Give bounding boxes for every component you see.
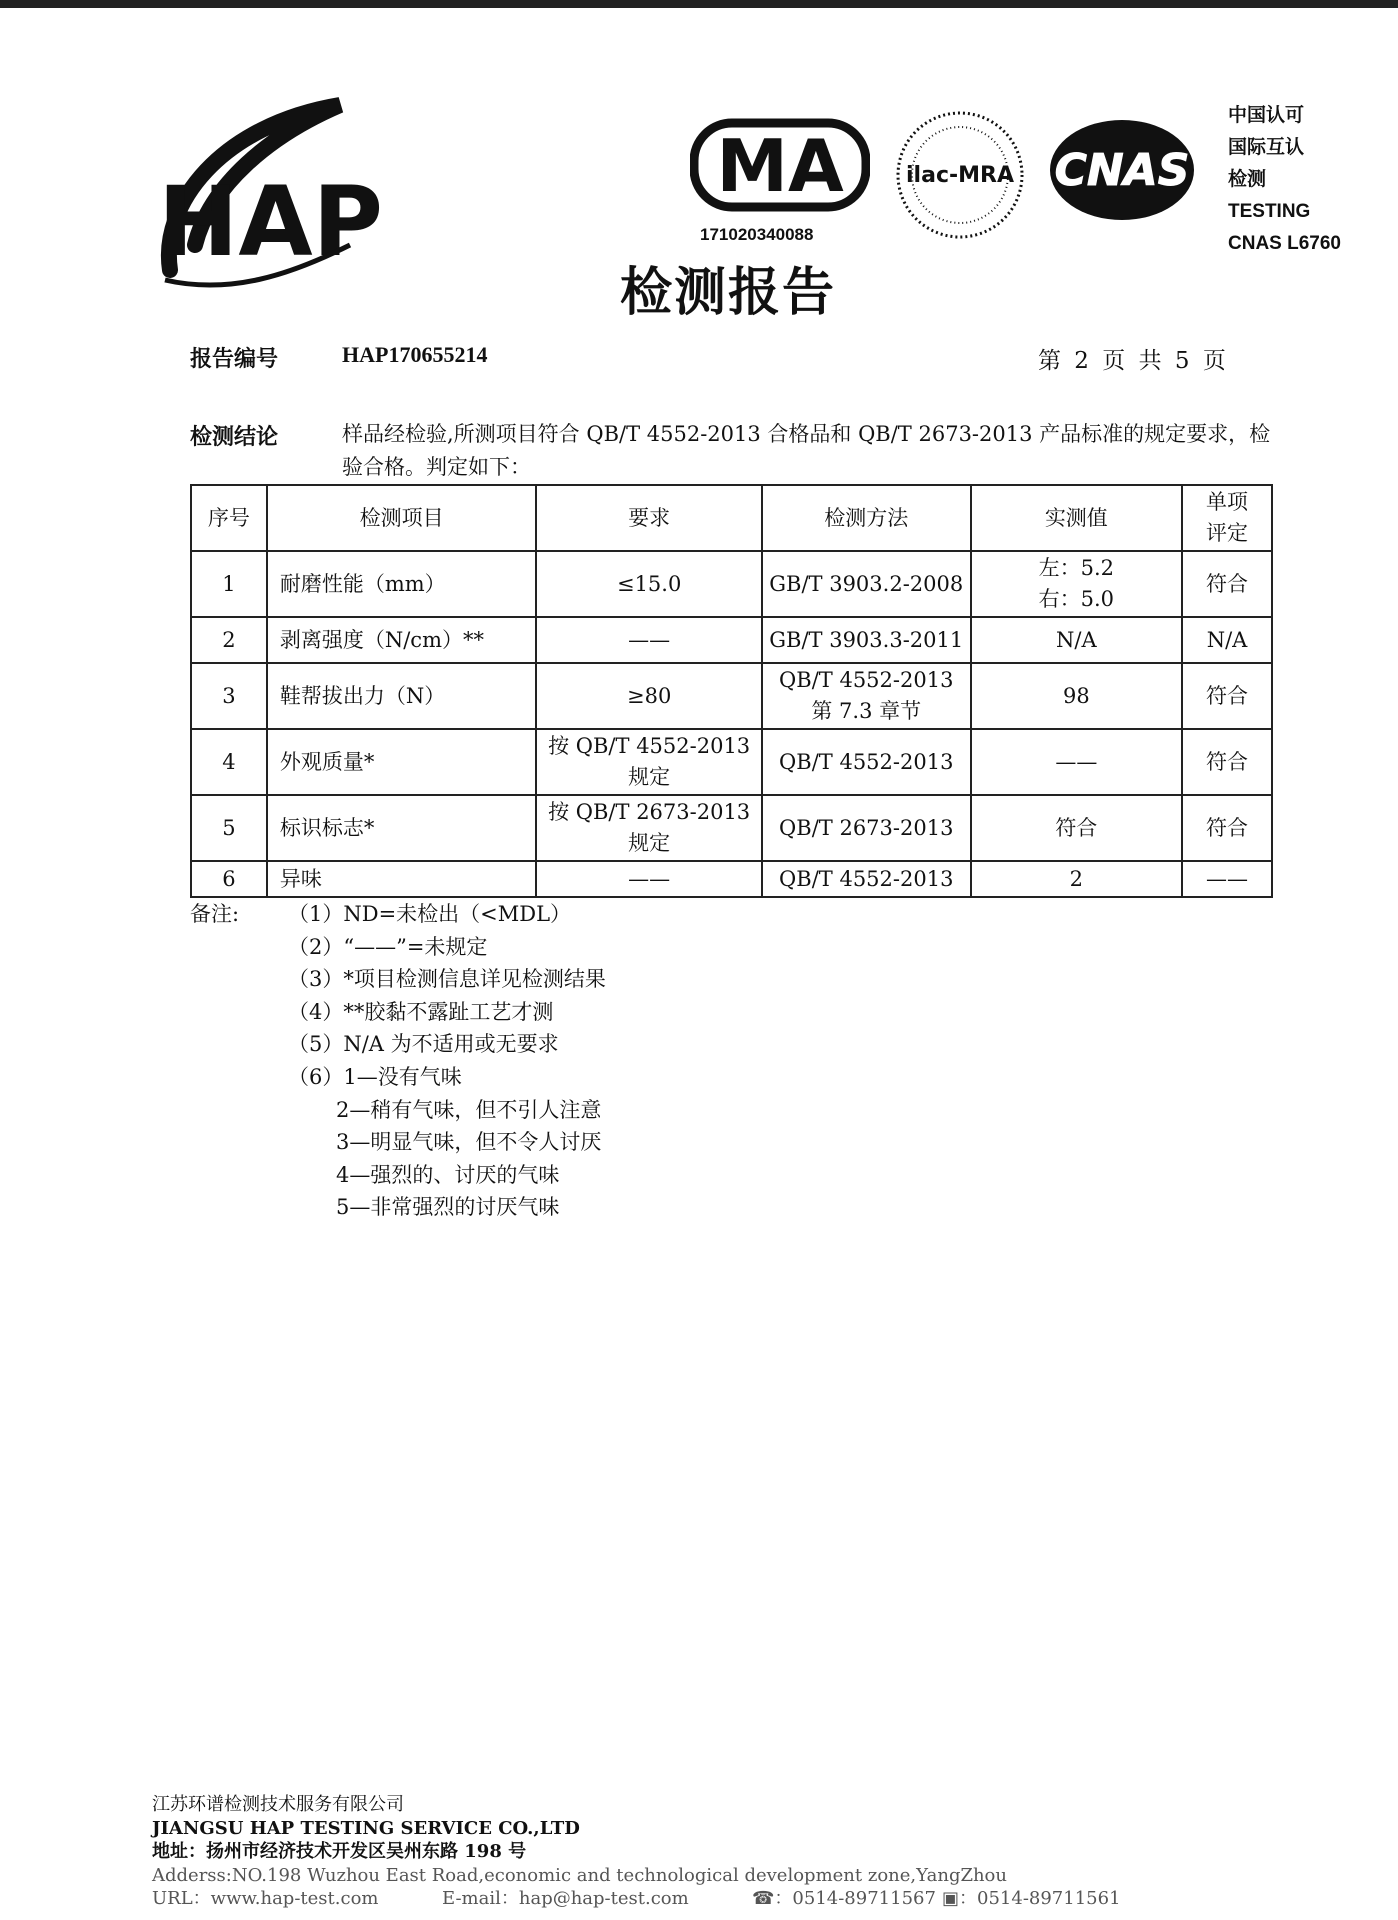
website-url: URL：www.hap-test.com [152, 1888, 379, 1909]
measured-value: 2 [971, 861, 1183, 897]
accreditation-line: CNAS L6760 [1228, 233, 1341, 254]
accreditation-block [1228, 100, 1341, 260]
column-header: 检测项目 [267, 485, 537, 551]
scan-border [0, 0, 1398, 8]
accreditation-line: 中国认可 [1228, 105, 1305, 126]
accreditation-line: 国际互认 [1228, 137, 1305, 158]
cma-certificate-number: 171020340088 [700, 225, 814, 244]
test-method: QB/T 2673-2013 [762, 795, 971, 861]
hap-logo-text: HAP [158, 166, 383, 278]
company-name-cn: 江苏环谱检测技术服务有限公司 [152, 1794, 404, 1815]
address-cn: 地址：扬州市经济技术开发区吴州东路 198 号 [152, 1841, 527, 1862]
row-number: 3 [191, 663, 267, 729]
test-item: 外观质量* [267, 729, 537, 795]
page-info: 第 2 页 共 5 页 [1038, 348, 1226, 374]
row-number: 5 [191, 795, 267, 861]
measured-value: 符合 [971, 795, 1183, 861]
note-item: （5）N/A 为不适用或无要求 [288, 1032, 559, 1057]
test-method: QB/T 4552-2013 第 7.3 章节 [762, 663, 971, 729]
accreditation-line: TESTING [1228, 201, 1311, 222]
column-header: 检测方法 [762, 485, 971, 551]
phone-number: ☎：0514-89711567 [752, 1888, 936, 1909]
ilac-logo-text: ilac-MRA [906, 163, 1014, 188]
measured-value: 左：5.2 右：5.0 [971, 551, 1183, 617]
column-header: 实测值 [971, 485, 1183, 551]
item-result: 符合 [1182, 663, 1272, 729]
requirement: ≤15.0 [536, 551, 762, 617]
report-number-label: 报告编号 [190, 347, 279, 372]
test-method: GB/T 3903.2-2008 [762, 551, 971, 617]
requirement: —— [536, 617, 762, 663]
notes-label: 备注: [190, 902, 240, 926]
item-result: 符合 [1182, 729, 1272, 795]
table-row [191, 617, 1272, 663]
column-header: 序号 [191, 485, 267, 551]
cnas-logo-text: CNAS [1054, 145, 1190, 196]
column-header: 单项 评定 [1182, 485, 1272, 551]
fax-number: ▣：0514-89711561 [942, 1888, 1121, 1909]
requirement: 按 QB/T 4552-2013 规定 [536, 729, 762, 795]
test-item: 异味 [267, 861, 537, 897]
note-subitem: 5—非常强烈的讨厌气味 [336, 1195, 560, 1220]
report-title: 检测报告 [620, 263, 837, 323]
table-row [191, 795, 1272, 861]
email-address: E-mail：hap@hap-test.com [442, 1888, 689, 1909]
table-row [191, 551, 1272, 617]
test-item: 鞋帮拔出力（N） [267, 663, 537, 729]
measured-value: —— [971, 729, 1183, 795]
note-item: （1）ND=未检出（<MDL） [288, 902, 572, 926]
test-item: 剥离强度（N/cm）** [267, 617, 537, 663]
address-en: Adderss:NO.198 Wuzhou East Road,economic and technological development zone,YangZhou [152, 1864, 1007, 1886]
cma-logo [690, 115, 870, 215]
company-name-en: JIANGSU HAP TESTING SERVICE CO.,LTD [152, 1817, 580, 1839]
note-item: （3）*项目检测信息详见检测结果 [288, 967, 606, 992]
conclusion-text: 样品经检验,所测项目符合 QB/T 4552-2013 合格品和 QB/T 2673-2013 产品标准的规定要求，检验合格。判定如下： [342, 422, 1271, 479]
row-number: 6 [191, 861, 267, 897]
footer [152, 1793, 1121, 1911]
accreditation-line: 检测 [1228, 169, 1267, 190]
note-item: （4）**胶黏不露趾工艺才测 [288, 999, 554, 1024]
requirement: ≥80 [536, 663, 762, 729]
table-row [191, 729, 1272, 795]
note-item: （6）1—没有气味 [288, 1064, 462, 1089]
row-number: 2 [191, 617, 267, 663]
table-row [191, 861, 1272, 897]
fax-icon: ▣ [942, 1888, 960, 1909]
phone-icon: ☎ [752, 1888, 775, 1909]
test-method: QB/T 4552-2013 [762, 861, 971, 897]
row-number: 1 [191, 551, 267, 617]
report-number: HAP170655214 [342, 342, 488, 367]
ilac-mra-logo [893, 108, 1028, 243]
note-subitem: 3—明显气味，但不令人讨厌 [336, 1130, 602, 1155]
note-subitem: 4—强烈的、讨厌的气味 [336, 1162, 560, 1187]
cma-logo-text: MA [716, 124, 844, 208]
requirement: 按 QB/T 2673-2013 规定 [536, 795, 762, 861]
notes-list [288, 898, 606, 1224]
test-item: 标识标志* [267, 795, 537, 861]
column-header: 要求 [536, 485, 762, 551]
requirement: —— [536, 861, 762, 897]
test-method: GB/T 3903.3-2011 [762, 617, 971, 663]
hap-logo [150, 95, 410, 295]
measured-value: 98 [971, 663, 1183, 729]
cnas-logo [1045, 115, 1200, 225]
table-row [191, 663, 1272, 729]
item-result: 符合 [1182, 551, 1272, 617]
item-result: 符合 [1182, 795, 1272, 861]
note-subitem: 2—稍有气味，但不引人注意 [336, 1097, 602, 1122]
results-table [190, 484, 1273, 898]
conclusion-label: 检测结论 [190, 425, 279, 450]
measured-value: N/A [971, 617, 1183, 663]
item-result: —— [1182, 861, 1272, 897]
note-item: （2）“——”=未规定 [288, 934, 488, 959]
row-number: 4 [191, 729, 267, 795]
test-item: 耐磨性能（mm） [267, 551, 537, 617]
table-header-row [191, 485, 1272, 551]
item-result: N/A [1182, 617, 1272, 663]
test-method: QB/T 4552-2013 [762, 729, 971, 795]
